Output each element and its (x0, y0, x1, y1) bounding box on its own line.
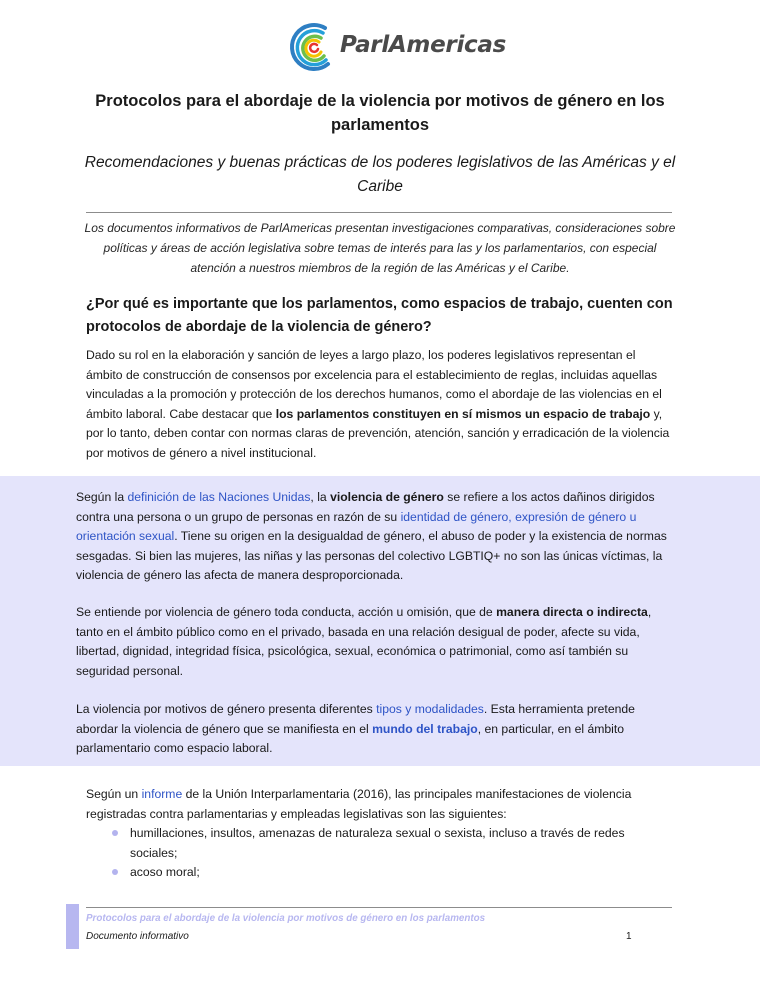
definition-box (0, 476, 760, 766)
bullet-icon (112, 869, 118, 875)
footer-title: Protocolos para el abordaje de la violencia por motivos de género en los parlamentos (86, 913, 486, 924)
document-subtitle: Recomendaciones y buenas prácticas de los poderes legislativos de las Américas y el Caribe (84, 154, 676, 195)
definition-paragraph: Según la definición de las Naciones Unidas, la violencia de género se refiere a los actos dañinos dirigidos contra una persona o un grupo de personas en razón de su identidad de género, expresión de género u orientación sexual. Tiene su origen en la desigualdad de género, el abuso de poder y la existencia de normas sesgadas. Si bien las mujeres, las niñas y las personas del colectivo LGBTIQ+ no son las únicas víctimas, la violencia de género las afecta de manera desproporcionada. (76, 490, 667, 582)
footer-accent-bar (66, 904, 79, 949)
scope-paragraph: Se entiende por violencia de género toda conducta, acción u omisión, que de manera directa o indirecta, tanto en el ámbito público como en el privado, basada en una relación desigual de poder, afecte su vida, libertad, dignidad, integridad física, psicológica, sexual, económica o patrimonial, como así también su seguridad personal. (76, 605, 652, 678)
gender-identity-link[interactable]: identidad de género, expresión de género u orientación sexual (76, 509, 637, 543)
violence-manifestations-list (86, 824, 672, 883)
parlamericas-logo (288, 20, 506, 74)
un-definition-link[interactable]: definición de las Naciones Unidas (127, 490, 311, 504)
world-of-work-link[interactable]: mundo del trabajo (372, 721, 478, 736)
page-number: 1 (626, 931, 632, 942)
bullet-icon (112, 830, 118, 836)
list-item: acoso moral; (86, 863, 672, 883)
document-title: Protocolos para el abordaje de la violencia por motivos de género en los parlamentos (95, 92, 665, 134)
emphasis-parliaments-workspace: los parlamentos constituyen en sí mismos un espacio de trabajo (275, 406, 651, 421)
ipu-report-link[interactable]: informe (141, 787, 183, 801)
logo-arcs-icon (288, 20, 342, 74)
emphasis-gender-violence: violencia de género (330, 490, 444, 504)
types-modalities-link[interactable]: tipos y modalidades (376, 702, 484, 716)
section-heading: ¿Por qué es importante que los parlamentos, como espacios de trabajo, cuenten con protocolos de abordaje de la violencia de género? (86, 296, 673, 335)
emphasis-direct-indirect: manera directa o indirecta (496, 605, 648, 619)
intro-note: Los documentos informativos de ParlAmericas presentan investigaciones comparativas, consideraciones sobre políticas y áreas de acción legislativa sobre temas de interés para las y los parlamentarios, con especial atención a nuestros miembros de la región de las Américas y el Caribe. (84, 221, 676, 275)
ipu-report-paragraph: Según un informe de la Unión Interparlamentaria (2016), las principales manifestaciones de violencia registradas contra parlamentarias y empleadas legislativas son las siguientes: (86, 787, 632, 821)
header-divider (86, 212, 672, 213)
logo-text: ParlAmericas (340, 32, 506, 58)
footer-doc-label: Documento informativo (86, 931, 189, 942)
paragraph-legislative-role: Dado su rol en la elaboración y sanción de leyes a largo plazo, los poderes legislativos representan el ámbito de construcción de consensos por excelencia para el establecimiento de reglas, incluidas aquellas vinculadas a la promoción y protección de los derechos humanos, como el abordaje de las violencias en el ámbito laboral. Cabe destacar que los parlamentos constituyen en sí mismos un espacio de trabajo y, por lo tanto, deben contar con normas claras de prevención, atención, sanción y erradicación de la violencia por motivos de género a nivel institucional. (86, 348, 670, 460)
footer-divider (86, 907, 672, 908)
list-item: humillaciones, insultos, amenazas de naturaleza sexual o sexista, incluso a través de redes sociales; (86, 824, 672, 863)
types-paragraph: La violencia por motivos de género presenta diferentes tipos y modalidades. Esta herramienta pretende abordar la violencia de género que se manifiesta en el mundo del trabajo, en particular, en el ámbito parlamentario como espacio laboral. (76, 702, 635, 755)
